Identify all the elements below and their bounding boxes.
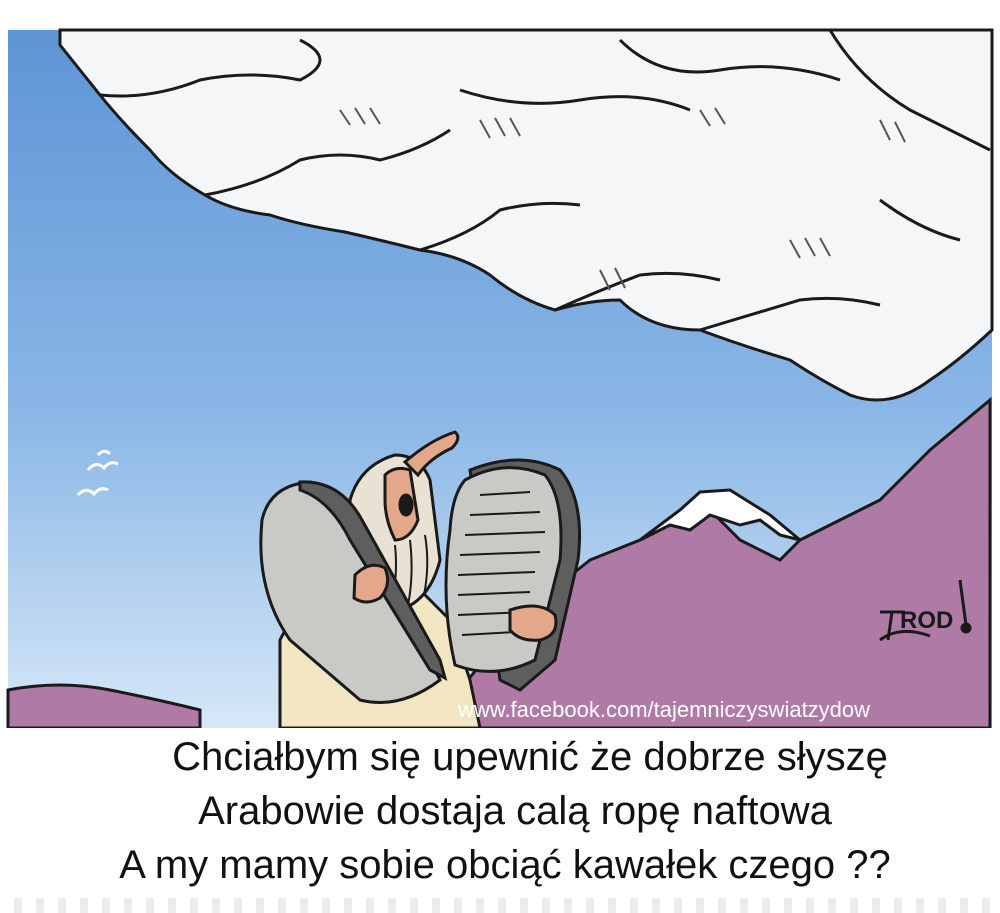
caption (0, 730, 1000, 900)
caption-line-1: Chciałbym się upewnić że dobrze słyszę (172, 735, 888, 779)
watermark-url: www.facebook.com/tajemniczyswiatzydow (458, 697, 871, 722)
signature-text: ROD (900, 607, 954, 634)
right-hand (510, 606, 556, 640)
left-hand (354, 565, 388, 602)
bottom-strip (0, 898, 1000, 913)
caption-line-3: A my mamy sobie obciąć kawałek czego ?? (119, 843, 891, 887)
caption-line-2: Arabowie dostaja calą ropę naftowa (198, 789, 832, 833)
